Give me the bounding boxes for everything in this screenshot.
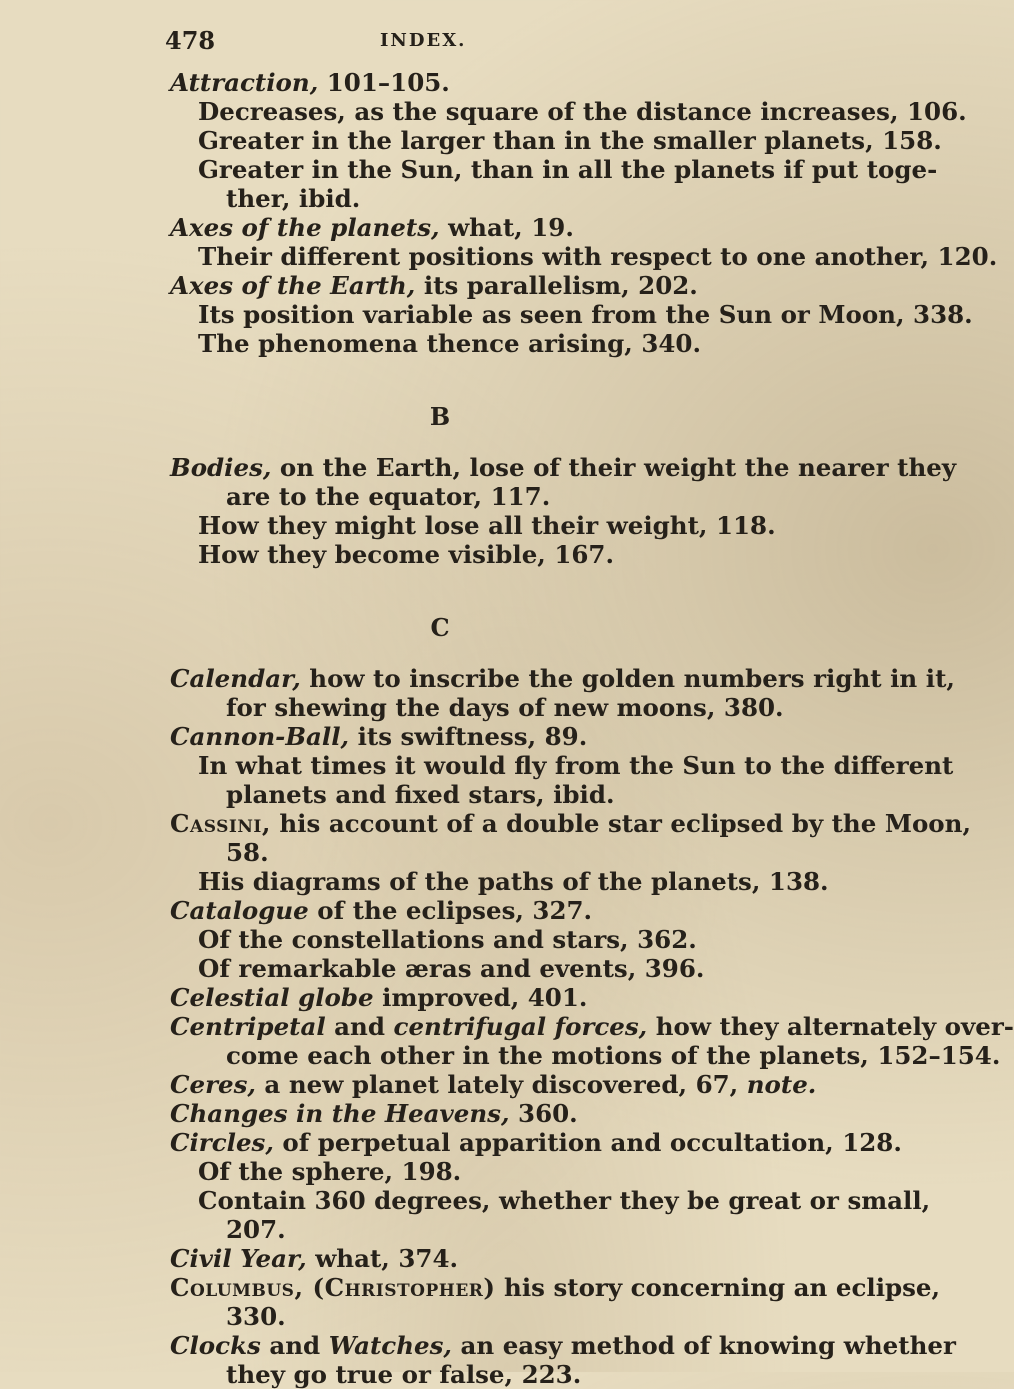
index-subentry	[170, 925, 750, 954]
index-entry	[170, 1273, 941, 1302]
entry-text: what, 374.	[306, 1244, 459, 1273]
section-gap	[170, 358, 750, 402]
entry-text: his account of a double star eclipsed by the Moon,	[270, 809, 971, 838]
index-entry	[170, 271, 750, 300]
entry-text: Greater in the larger than in the smaller planets, 158.	[198, 126, 942, 155]
entry-headword: Civil Year,	[170, 1244, 307, 1273]
index-subentry	[170, 838, 750, 867]
entry-text: Of remarkable æras and events, 396.	[198, 954, 705, 983]
index-section	[170, 358, 957, 569]
entry-text: Of the constellations and stars, 362.	[198, 925, 697, 954]
running-head: INDEX.	[380, 30, 467, 51]
index-subentry	[170, 1360, 750, 1389]
entry-text: Decreases, as the square of the distance increases, 106.	[198, 97, 967, 126]
index-entry	[170, 68, 750, 97]
entry-headword: centrifugal forces,	[393, 1012, 648, 1041]
index-subentry	[170, 954, 750, 983]
entry-headword: Centripetal	[170, 1012, 326, 1041]
entry-text: of perpetual apparition and occultation, 128.	[273, 1128, 902, 1157]
entry-headword: Celestial globe	[170, 983, 374, 1012]
entry-headword: Circles,	[170, 1128, 274, 1157]
entry-headword: Watches,	[328, 1331, 452, 1360]
entry-headword: Catalogue	[170, 896, 309, 925]
entry-text: they go true or false, 223.	[226, 1360, 582, 1389]
index-subentry	[170, 329, 750, 358]
entry-headword: Bodies,	[170, 453, 272, 482]
entry-text: Contain 360 degrees, whether they be great or small,	[198, 1186, 931, 1215]
entry-text: 330.	[226, 1302, 286, 1331]
entry-text: His diagrams of the paths of the planets, 138.	[198, 867, 829, 896]
section-letter: B	[429, 402, 451, 431]
entry-text: How they might lose all their weight, 118.	[198, 511, 776, 540]
entry-headword: Cannon-Ball,	[170, 722, 350, 751]
letter-gap	[170, 642, 750, 664]
index-entry	[170, 1012, 1014, 1041]
index-entries	[170, 68, 1014, 1389]
entry-text: How they become visible, 167.	[198, 540, 615, 569]
entry-text: his story concerning an eclipse,	[495, 1273, 941, 1302]
entry-text: how to inscribe the golden numbers right in it,	[300, 664, 955, 693]
entry-headword: Axes of the planets,	[170, 213, 440, 242]
index-entry	[170, 722, 750, 751]
entry-text: 360.	[509, 1099, 578, 1128]
index-subentry	[170, 300, 973, 329]
entry-text: Greater in the Sun, than in all the planets if put toge-	[198, 155, 938, 184]
index-entry	[170, 809, 971, 838]
index-entry	[170, 1099, 750, 1128]
entry-text: its parallelism, 202.	[415, 271, 698, 300]
index-subentry	[170, 751, 954, 780]
index-entry	[170, 983, 750, 1012]
index-entry	[170, 1244, 750, 1273]
letter-gap	[170, 431, 750, 453]
entry-text: and	[260, 1331, 329, 1360]
page-header	[0, 24, 800, 64]
entry-text: and	[325, 1012, 394, 1041]
entry-text: ther, ibid.	[226, 184, 361, 213]
index-entry	[170, 1070, 817, 1099]
entry-text: Their different positions with respect to one another, 120.	[198, 242, 998, 271]
index-subentry	[170, 511, 776, 540]
entry-name: Columbus, (Christopher)	[170, 1273, 496, 1302]
entry-text: Of the sphere, 198.	[198, 1157, 462, 1186]
index-subentry	[170, 780, 750, 809]
index-subentry	[170, 184, 750, 213]
index-subentry	[170, 1157, 750, 1186]
index-entry	[170, 453, 957, 482]
entry-headword: note.	[746, 1070, 817, 1099]
entry-text: In what times it would fly from the Sun to the different	[198, 751, 954, 780]
entry-text: 58.	[226, 838, 269, 867]
entry-text: on the Earth, lose of their weight the nearer they	[271, 453, 957, 482]
section-gap	[170, 569, 750, 613]
entry-headword: Clocks	[170, 1331, 261, 1360]
index-entry	[170, 1128, 902, 1157]
entry-text: planets and fixed stars, ibid.	[226, 780, 615, 809]
entry-headword: Ceres,	[170, 1070, 256, 1099]
entry-headword: Attraction,	[170, 68, 319, 97]
index-subentry	[170, 155, 938, 184]
entry-text: its swiftness, 89.	[349, 722, 588, 751]
entry-text: Its position variable as seen from the Sun or Moon, 338.	[198, 300, 973, 329]
index-entry	[170, 213, 750, 242]
entry-headword: Changes in the Heavens,	[170, 1099, 510, 1128]
index-subentry	[170, 867, 829, 896]
entry-text: a new planet lately discovered, 67,	[255, 1070, 747, 1099]
entry-text: what, 19.	[439, 213, 574, 242]
index-section	[170, 569, 1014, 1389]
index-subentry	[170, 1041, 1001, 1070]
entry-headword: Axes of the Earth,	[170, 271, 416, 300]
page-number: 478	[165, 26, 216, 55]
index-subentry	[170, 97, 967, 126]
index-subentry	[170, 1302, 750, 1331]
entry-text: 207.	[226, 1215, 286, 1244]
index-subentry	[170, 126, 942, 155]
entry-text: 101–105.	[318, 68, 450, 97]
entry-text: The phenomena thence arising, 340.	[198, 329, 702, 358]
index-entry	[170, 664, 955, 693]
entry-headword: Calendar,	[170, 664, 301, 693]
entry-text: are to the equator, 117.	[226, 482, 551, 511]
entry-name: Cassini,	[170, 809, 271, 838]
index-subentry	[170, 693, 784, 722]
entry-text: improved, 401.	[373, 983, 588, 1012]
index-section	[170, 68, 998, 358]
index-subentry	[170, 242, 998, 271]
index-entry	[170, 1331, 956, 1360]
index-subentry	[170, 540, 750, 569]
index-subentry	[170, 1215, 750, 1244]
section-letter: C	[430, 613, 450, 642]
index-entry	[170, 896, 750, 925]
index-subentry	[170, 482, 750, 511]
entry-text: come each other in the motions of the planets, 152–154.	[226, 1041, 1001, 1070]
entry-text: of the eclipses, 327.	[308, 896, 593, 925]
index-subentry	[170, 1186, 931, 1215]
entry-text: an easy method of knowing whether	[451, 1331, 956, 1360]
entry-text: how they alternately over-	[647, 1012, 1014, 1041]
entry-text: for shewing the days of new moons, 380.	[226, 693, 784, 722]
